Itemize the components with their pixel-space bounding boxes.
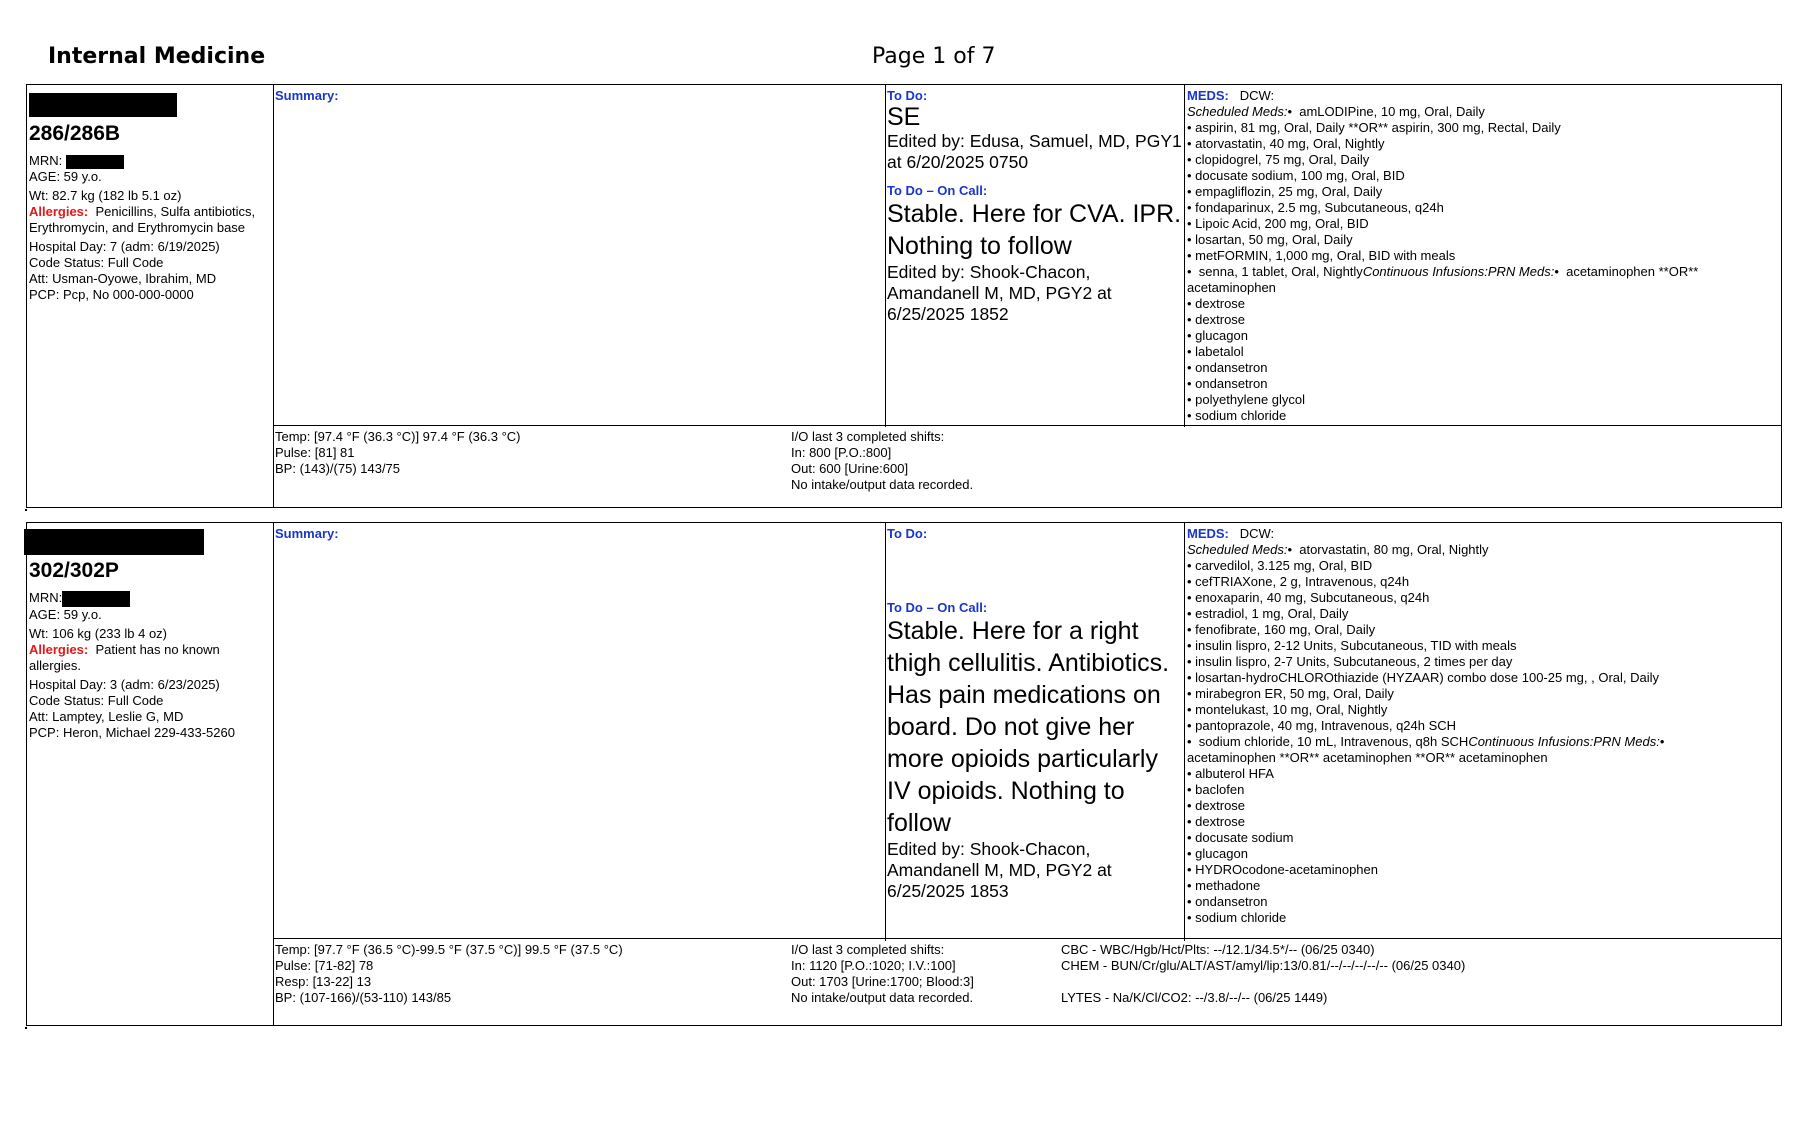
list-item: • cefTRIAXone, 2 g, Intravenous, q24h <box>1187 574 1410 589</box>
list-item: • methadone <box>1187 878 1261 893</box>
list-item: • glucagon <box>1187 328 1248 343</box>
list-item: • fondaparinux, 2.5 mg, Subcutaneous, q24h <box>1187 200 1444 215</box>
code-status: Code Status: Full Code <box>29 255 164 270</box>
age: AGE: 59 y.o. <box>29 606 102 622</box>
list-item: • dextrose <box>1187 312 1246 327</box>
vitals <box>275 429 521 477</box>
list-item: • docusate sodium <box>1187 830 1294 845</box>
list-item: No intake/output data recorded. <box>791 477 974 492</box>
list-item: • insulin lispro, 2-7 Units, Subcutaneous, 2 times per day <box>1187 654 1513 669</box>
list-item: • losartan-hydroCHLOROthiazide (HYZAAR) combo dose 100-25 mg, , Oral, Daily <box>1187 670 1660 685</box>
patient-card <box>26 84 1782 508</box>
list-item: • glucagon <box>1187 846 1248 861</box>
list-item: • ondansetron <box>1187 376 1268 391</box>
pcp: PCP: Pcp, No 000-000-0000 <box>29 287 194 302</box>
todo-label: To Do: <box>887 526 928 541</box>
list-item: • ondansetron <box>1187 360 1268 375</box>
list-item: • baclofen <box>1187 782 1245 797</box>
redacted-name <box>24 529 204 555</box>
summary-label: Summary: <box>275 88 339 103</box>
meds-dcw: DCW: <box>1239 88 1275 103</box>
attending: Att: Lamptey, Leslie G, MD <box>29 708 184 724</box>
list-item: • docusate sodium, 100 mg, Oral, BID <box>1187 168 1405 183</box>
meds-label: MEDS: <box>1187 88 1229 103</box>
list-item: • metFORMIN, 1,000 mg, Oral, BID with meals <box>1187 248 1456 263</box>
hospital-day: Hospital Day: 3 (adm: 6/23/2025) <box>29 676 220 692</box>
meds-section <box>1185 523 1781 941</box>
list-item: • ondansetron <box>1187 894 1268 909</box>
scheduled-meds-first: Scheduled Meds:• atorvastatin, 80 mg, Oral, Nightly <box>1187 542 1489 557</box>
todo-section <box>885 523 1185 941</box>
list-item: • HYDROcodone-acetaminophen <box>1187 862 1378 877</box>
list-item: • dextrose <box>1187 798 1246 813</box>
list-item: I/O last 3 completed shifts: <box>791 942 945 957</box>
vitals <box>275 942 623 1006</box>
list-item: BP: (107-166)/(53-110) 143/85 <box>275 990 452 1005</box>
lab-results <box>1061 942 1465 1006</box>
code-status: Code Status: Full Code <box>29 692 164 708</box>
page-number: Page 1 of 7 <box>872 44 996 69</box>
scheduled-meds-first: Scheduled Meds:• amLODIPine, 10 mg, Oral, Daily <box>1187 104 1485 119</box>
list-item: • estradiol, 1 mg, Oral, Daily <box>1187 606 1349 621</box>
list-item: Resp: [13-22] 13 <box>275 974 372 989</box>
meds-dcw: DCW: <box>1239 526 1275 541</box>
todo-label: To Do: <box>887 88 928 103</box>
list-item: • clopidogrel, 75 mg, Oral, Daily <box>1187 152 1370 167</box>
list-item: • albuterol HFA <box>1187 766 1274 781</box>
attending: Att: Usman-Oyowe, Ibrahim, MD <box>29 271 217 286</box>
oncall-text: Stable. Here for a right thigh cellulitis. Antibiotics. Has pain medications on board. Do not give her more opioids particularly IV opioids. Nothing to follow <box>887 617 1170 837</box>
list-item: • sodium chloride, 10 mL, Intravenous, q8h SCHContinuous Infusions:PRN Meds:• <box>1187 734 1665 749</box>
intake-output <box>791 429 973 493</box>
list-item: Temp: [97.4 °F (36.3 °C)] 97.4 °F (36.3 °C) <box>275 429 521 444</box>
oncall-edited: Edited by: Shook-Chacon, Amandanell M, MD, PGY2 at 6/25/2025 1852 <box>887 262 1112 324</box>
list-item: • carvedilol, 3.125 mg, Oral, BID <box>1187 558 1373 573</box>
oncall-edited: Edited by: Shook-Chacon, Amandanell M, MD, PGY2 at 6/25/2025 1853 <box>887 839 1112 901</box>
list-item: Pulse: [81] 81 <box>275 445 355 460</box>
list-item: • montelukast, 10 mg, Oral, Nightly <box>1187 702 1388 717</box>
redacted-mrn <box>66 155 124 169</box>
list-item: • sodium chloride <box>1187 910 1287 925</box>
list-item: BP: (143)/(75) 143/75 <box>275 461 401 476</box>
list-item: In: 800 [P.O.:800] <box>791 445 892 460</box>
list-item: I/O last 3 completed shifts: <box>791 429 945 444</box>
list-item: • dextrose <box>1187 814 1246 829</box>
intake-output <box>791 942 974 1006</box>
allergies: Allergies: Patient has no known allergies. <box>29 641 220 673</box>
list-item: acetaminophen <box>1187 280 1276 295</box>
redacted-mrn <box>62 591 130 607</box>
list-item: CHEM - BUN/Cr/glu/ALT/AST/amyl/lip:13/0.81/--/--/--/--/-- (06/25 0340) <box>1061 958 1466 973</box>
redacted-name <box>29 93 177 117</box>
list-item: • Lipoic Acid, 200 mg, Oral, BID <box>1187 216 1369 231</box>
list-item <box>1061 974 1465 990</box>
list-item: No intake/output data recorded. <box>791 990 974 1005</box>
list-item: • enoxaparin, 40 mg, Subcutaneous, q24h <box>1187 590 1430 605</box>
list-item: • empagliflozin, 25 mg, Oral, Daily <box>1187 184 1383 199</box>
summary-section <box>273 85 886 427</box>
list-item: Temp: [97.7 °F (36.5 °C)-99.5 °F (37.5 °C)] 99.5 °F (37.5 °C) <box>275 942 623 957</box>
list-item: Out: 600 [Urine:600] <box>791 461 909 476</box>
list-item: • fenofibrate, 160 mg, Oral, Daily <box>1187 622 1376 637</box>
pcp: PCP: Heron, Michael 229-433-5260 <box>29 724 235 740</box>
oncall-text: Stable. Here for CVA. IPR. Nothing to follow <box>887 200 1182 260</box>
list-item: • insulin lispro, 2-12 Units, Subcutaneous, TID with meals <box>1187 638 1517 653</box>
list-item: • dextrose <box>1187 296 1246 311</box>
vitals-row <box>273 938 1781 1025</box>
vitals-row <box>273 425 1781 507</box>
summary-section <box>273 523 886 941</box>
list-item: • aspirin, 81 mg, Oral, Daily **OR** aspirin, 300 mg, Rectal, Daily <box>1187 120 1561 135</box>
meds-label: MEDS: <box>1187 526 1229 541</box>
mrn-row: MRN: <box>29 590 271 607</box>
meds-section <box>1185 85 1781 427</box>
patient-demographics <box>27 85 274 507</box>
weight: Wt: 82.7 kg (182 lb 5.1 oz) <box>29 188 182 203</box>
allergies: Allergies: Penicillins, Sulfa antibiotics, Erythromycin, and Erythromycin base <box>29 204 256 235</box>
page-header-title: Internal Medicine <box>48 44 266 69</box>
list-item: • mirabegron ER, 50 mg, Oral, Daily <box>1187 686 1394 701</box>
list-item: • polyethylene glycol <box>1187 392 1306 407</box>
patient-demographics <box>27 523 274 1025</box>
weight: Wt: 106 kg (233 lb 4 oz) <box>29 625 168 641</box>
todo-section <box>885 85 1185 427</box>
list-item: • atorvastatin, 40 mg, Oral, Nightly <box>1187 136 1385 151</box>
room-number: 286/286B <box>29 122 121 145</box>
list-item: • sodium chloride <box>1187 408 1287 423</box>
summary-label: Summary: <box>275 526 339 541</box>
age: AGE: 59 y.o. <box>29 169 102 184</box>
list-item: CBC - WBC/Hgb/Hct/Plts: --/12.1/34.5*/-- (06/25 0340) <box>1061 942 1375 957</box>
todo-edited: Edited by: Edusa, Samuel, MD, PGY1 at 6/20/2025 0750 <box>887 131 1182 172</box>
room-number: 302/302P <box>29 559 119 582</box>
oncall-label: To Do – On Call: <box>887 183 988 198</box>
oncall-label: To Do – On Call: <box>887 600 988 615</box>
hospital-day: Hospital Day: 7 (adm: 6/19/2025) <box>29 239 220 254</box>
list-item: Pulse: [71-82] 78 <box>275 958 374 973</box>
list-item: acetaminophen **OR** acetaminophen **OR** acetaminophen <box>1187 750 1548 765</box>
list-item: • labetalol <box>1187 344 1244 359</box>
list-item: Out: 1703 [Urine:1700; Blood:3] <box>791 974 974 989</box>
list-item: • senna, 1 tablet, Oral, NightlyContinuous Infusions:PRN Meds:• acetaminophen **OR** <box>1187 264 1699 279</box>
todo-text: SE <box>887 103 921 131</box>
mrn-row: MRN: <box>29 153 271 169</box>
list-item: • losartan, 50 mg, Oral, Daily <box>1187 232 1353 247</box>
patient-card <box>26 522 1782 1026</box>
list-item: LYTES - Na/K/Cl/CO2: --/3.8/--/-- (06/25 1449) <box>1061 990 1328 1005</box>
list-item: • pantoprazole, 40 mg, Intravenous, q24h SCH <box>1187 718 1457 733</box>
list-item: In: 1120 [P.O.:1020; I.V.:100] <box>791 958 956 973</box>
